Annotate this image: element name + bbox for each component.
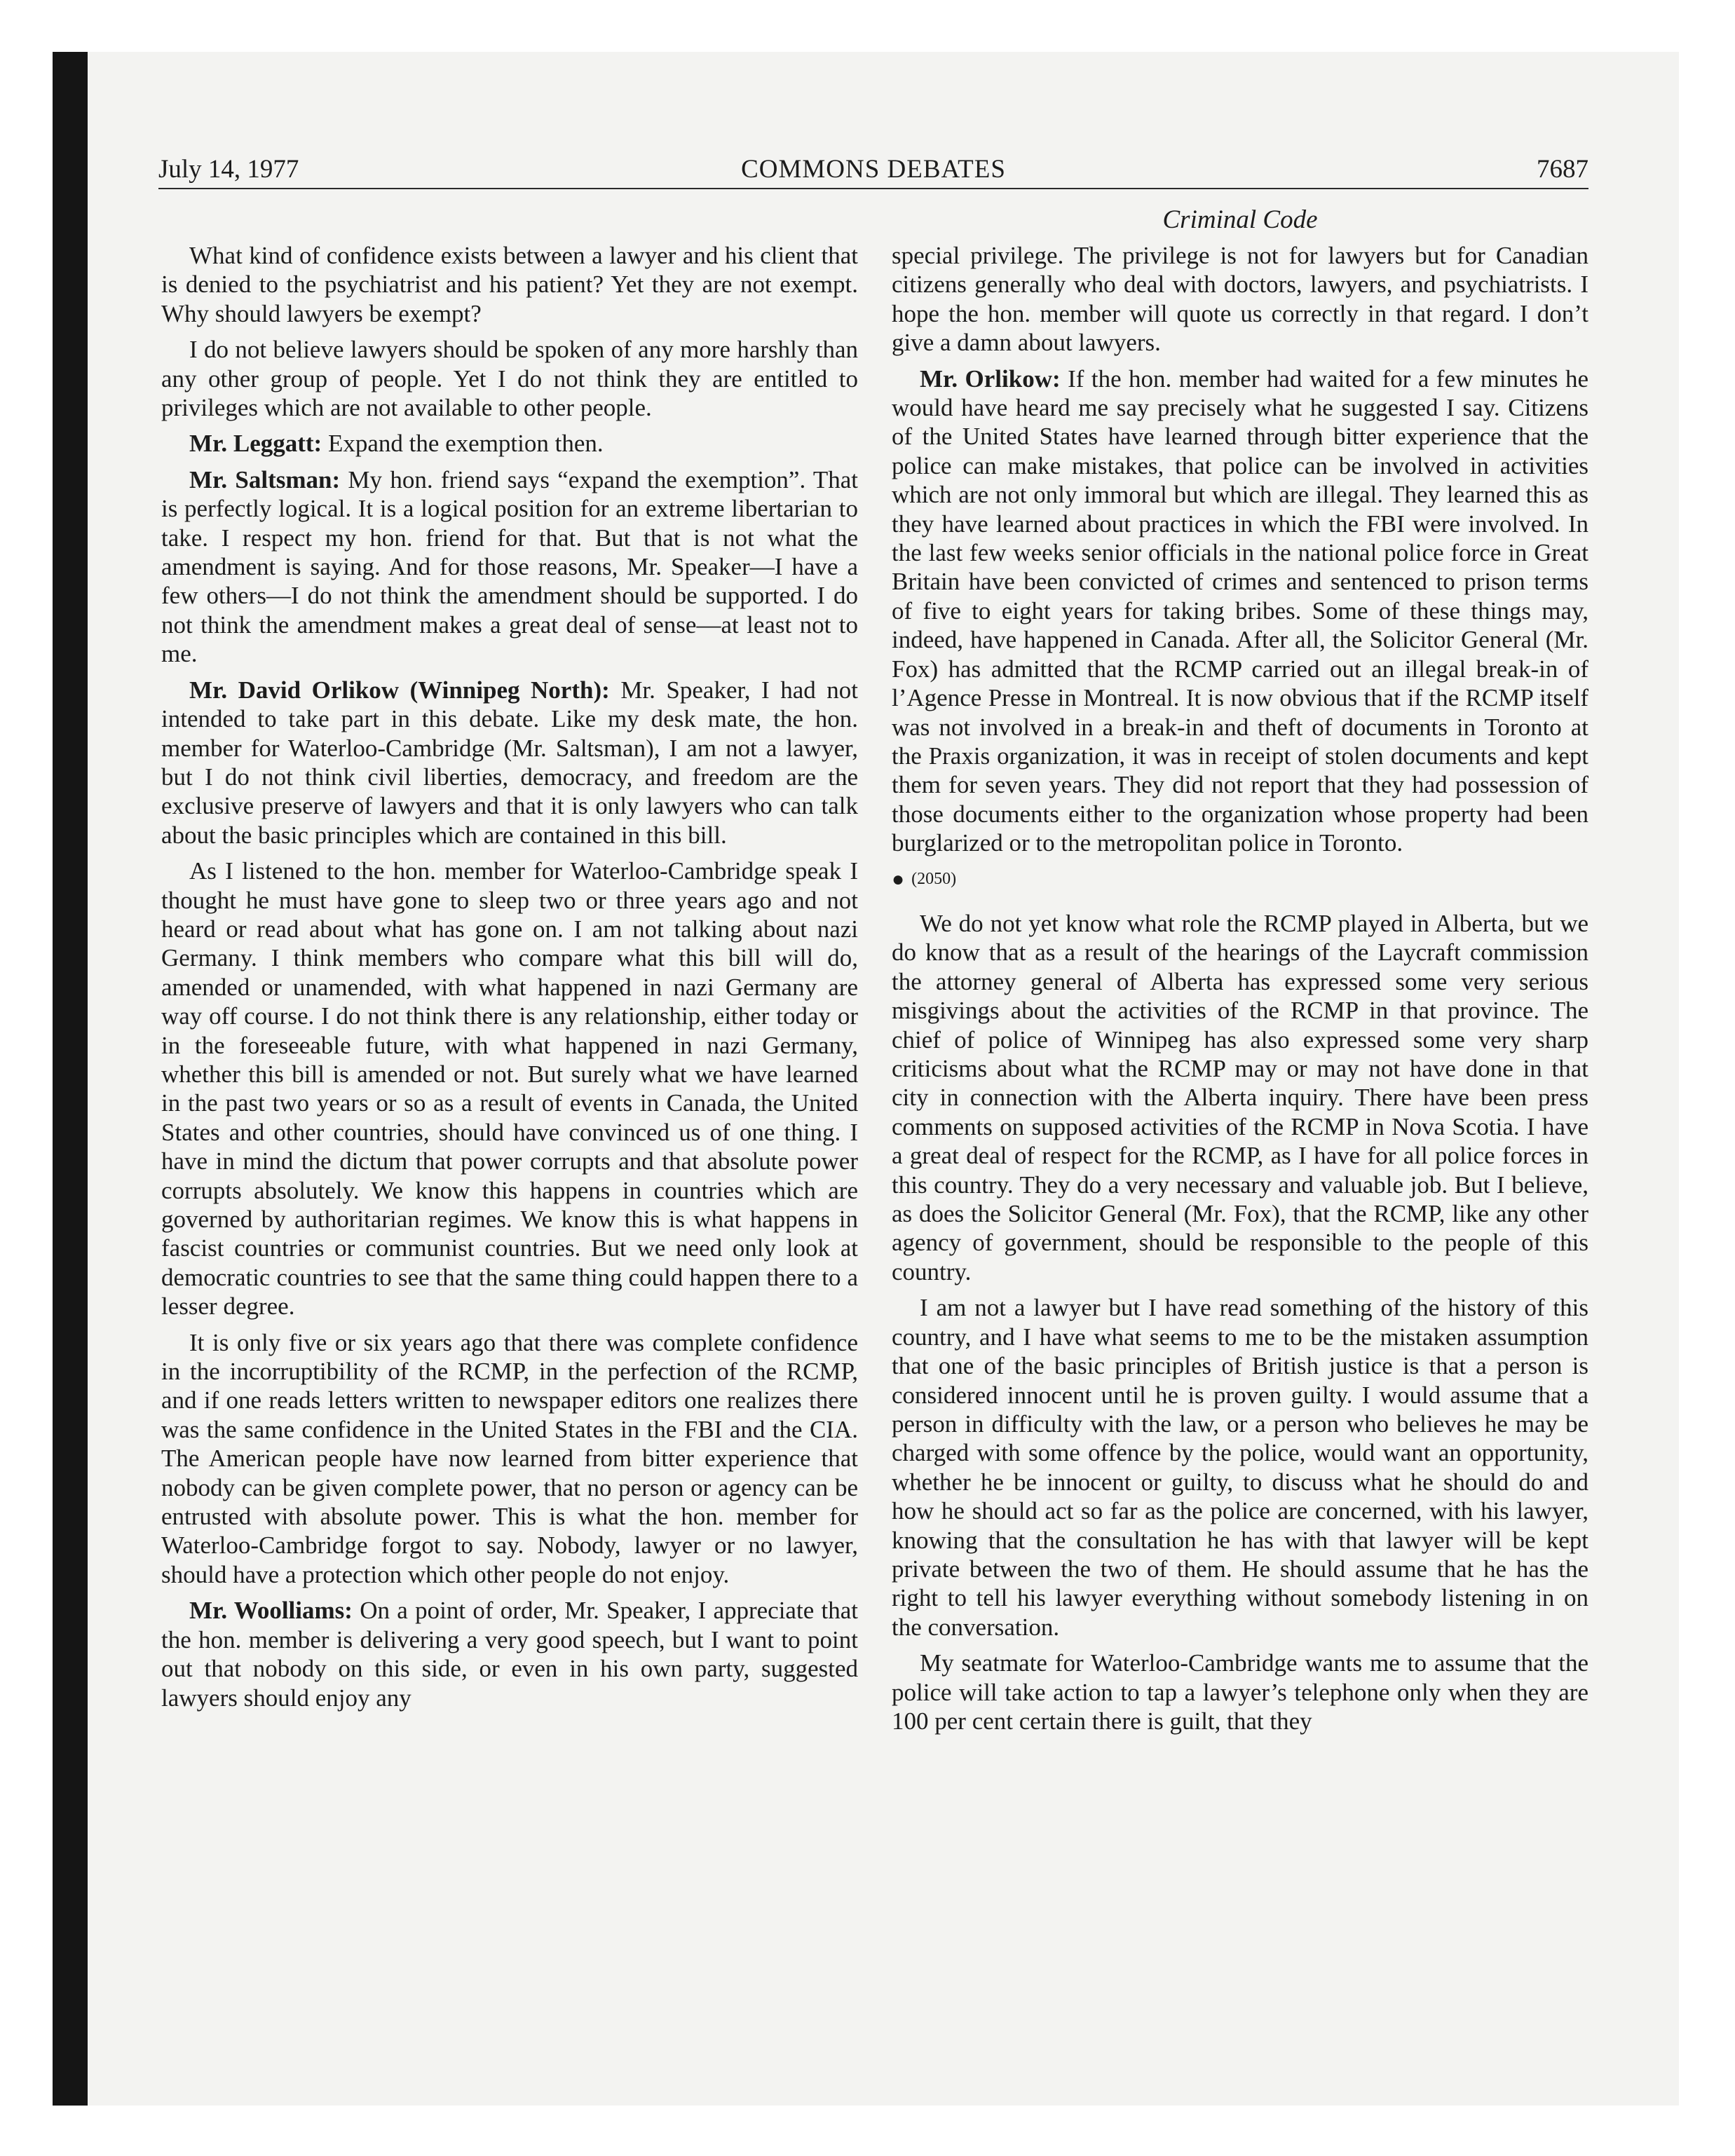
speech-paragraph [161, 429, 858, 458]
running-header [158, 151, 1588, 189]
speech-paragraph [161, 465, 858, 669]
header-page-number: 7687 [1537, 155, 1588, 184]
speaker-name: Mr. David Orlikow (Winnipeg North): [189, 676, 610, 704]
paragraph: We do not yet know what role the RCMP played in Alberta, but we do know that as a result of the hearings of the Laycraft commission the attorney general of Alberta has expressed some very serious misgivings about the activities of the RCMP in that province. The chief of police of Winnipeg has also expressed some very sharp criticisms about what the RCMP may or may not have done in that city in connection with the Alberta inquiry. There have been press comments on supposed activities of the RCMP in Nova Scotia. I have a great deal of respect for the RCMP, as I have for all police forces in this country. They do a very necessary and valuable job. But I believe, as does the Solicitor General (Mr. Fox), that the RCMP, like any other agency of government, should be responsible to the people of this country. [892, 910, 1588, 1285]
speech-text: If the hon. member had waited for a few minutes he would have heard me say precisely what he suggested I say. Citizens of the United States have learned through bitter experience that the police can make mistakes, that police can be involved in activities which are not only immoral but which are illegal. They learned this as they have learned about practices in which the FBI were involved. In the last few weeks senior officials in the national police force in Great Britain have been convicted of crimes and sentenced to prison terms of five to eight years for taking bribes. Some of these things may, indeed, have happened in Canada. After all, the Solicitor General (Mr. Fox) has admitted that the RCMP carried out an illegal break-in of l’Agence Presse in Montreal. It is now obvious that if the RCMP itself was not involved in a break-in and theft of documents in Toronto at the Praxis organization, it was in receipt of stolen documents and kept them for seven years. They did not report that they had possession of those documents either to the organization whose property had been burglarized or to the metropolitan police in Toronto. [892, 364, 1589, 857]
header-date: July 14, 1977 [158, 155, 299, 184]
speaker-name: Mr. Orlikow: [920, 364, 1061, 393]
section-title: Criminal Code [1162, 205, 1318, 234]
time-marker-text: (2050) [911, 869, 957, 888]
speech-paragraph [892, 364, 1588, 858]
speech-text: On a point of order, Mr. Speaker, I appreciate that the hon. member is delivering a very good speech, but I want to point out that nobody on this side, or even in his own party, suggested lawyers should enjoy any [161, 1597, 858, 1712]
left-column [161, 241, 858, 1719]
paragraph: It is only five or six years ago that there was complete confidence in the incorruptibility of the RCMP, in the perfection of the RCMP, and if one reads letters written to newspaper editors one realizes there was the same confidence in the United States in the FBI and the CIA. The American people have now learned from bitter experience that nobody can be given complete power, that no person or agency can be entrusted with absolute power. This is what the hon. member for Waterloo-Cambridge forgot to say. Nobody, lawyer or no lawyer, should have a protection which other people do not enjoy. [161, 1328, 858, 1588]
speech-paragraph [161, 1596, 858, 1712]
paragraph: I am not a lawyer but I have read something of the history of this country, and I have what seems to me to be the mistaken assumption that one of the basic principles of British justice is that a person is considered innocent until he is proven guilty. I would assume that a person in difficulty with the law, or a person who believes he may be charged with some offence by the police, would want an opportunity, whether he be innocent or guilty, to discuss what he should do and how he should act so far as the police are concerned, with his lawyer, knowing that the consultation he has with that lawyer will be kept private between the two of them. He should assume that he has the right to tell his lawyer everything without somebody listening in on the conversation. [892, 1294, 1588, 1641]
paragraph: As I listened to the hon. member for Waterloo-Cambridge speak I thought he must have gone to sleep two or three years ago and not heard or read about what has gone on. I am not talking about nazi Germany. I think members who compare what this bill will do, amended or unamended, with what happened in nazi Germany are way off course. I do not think there is any relationship, either today or in the foreseeable future, with what happened in nazi Germany, whether this bill is amended or not. But surely what we have learned in the past two years or so as a result of events in Canada, the United States and other countries, should have convinced us of one thing. I have in mind the dictum that power corrupts and that absolute power corrupts absolutely. We know this happens in countries which are governed by authoritarian regimes. We know this is what happens in fascist countries or communist countries. But we need only look at democratic countries to see that the same thing could happen there to a lesser degree. [161, 857, 858, 1321]
speech-text: My hon. friend says “expand the exemption”. That is perfectly logical. It is a logical position for an extreme libertarian to take. I respect my hon. friend for that. But that is not what the amendment is saying. And for those reasons, Mr. Speaker—I have a few others—I do not think the amendment should be supported. I do not think the amendment makes a great deal of sense—at least not to me. [161, 465, 858, 668]
speaker-name: Mr. Woolliams: [189, 1597, 353, 1625]
header-publication: COMMONS DEBATES [741, 155, 1006, 184]
binding-shadow [53, 52, 88, 2106]
speaker-name: Mr. Leggatt: [189, 430, 322, 458]
right-column [892, 241, 1588, 1742]
speech-text: Expand the exemption then. [327, 430, 604, 458]
paragraph: My seatmate for Waterloo-Cambridge wants me to assume that the police will take action to tap a lawyer’s telephone only when they are 100 per cent certain there is guilt, that they [892, 1649, 1588, 1735]
bullet-icon: ● [892, 868, 905, 892]
speech-paragraph [161, 676, 858, 850]
speaker-name: Mr. Saltsman: [189, 465, 341, 493]
paragraph: What kind of confidence exists between a lawyer and his client that is denied to the psychiatrist and his patient? Yet they are not exempt. Why should lawyers be exempt? [161, 242, 858, 327]
paragraph: special privilege. The privilege is not for lawyers but for Canadian citizens generally who deal with doctors, lawyers, and psychiatrists. I hope the hon. member will quote us correctly in that regard. I don’t give a damn about lawyers. [892, 242, 1588, 357]
time-marker [892, 865, 1588, 894]
speech-text: Mr. Speaker, I had not intended to take part in this debate. Like my desk mate, the hon. member for Waterloo-Cambridge (Mr. Saltsman), I am not a lawyer, but I do not think civil liberties, democracy, and freedom are the exclusive preserve of lawyers and that it is only lawyers who can talk about the basic principles which are contained in this bill. [161, 676, 858, 849]
paragraph: I do not believe lawyers should be spoken of any more harshly than any other group of people. Yet I do not think they are entitled to privileges which are not available to other people. [161, 336, 858, 422]
